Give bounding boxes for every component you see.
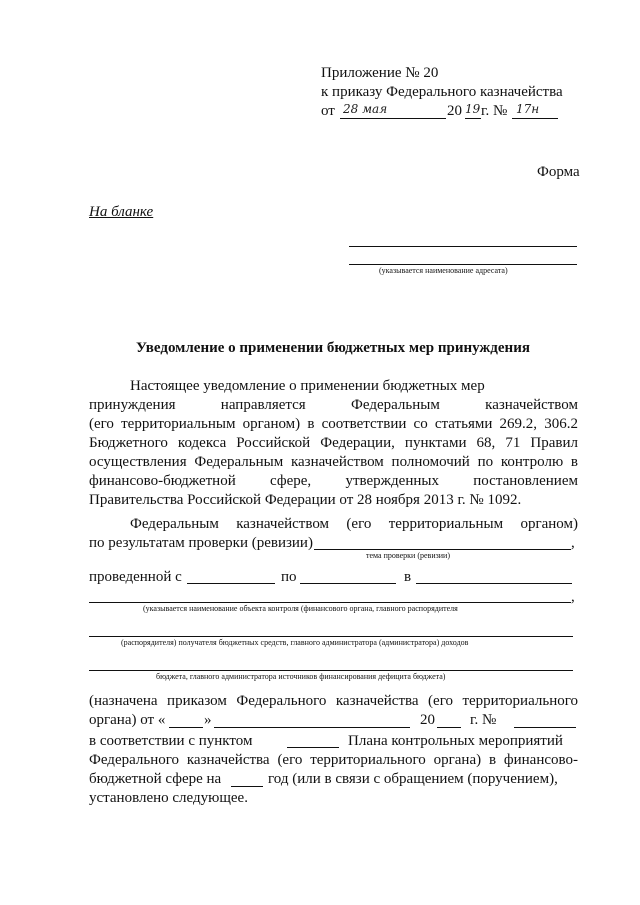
para1-line6: финансово-бюджетной сфере, утвержденных постановлением <box>89 473 578 489</box>
para4-line2: Федерального казначейства (его территориального органа) в финансово- <box>89 752 578 768</box>
order-year-blank <box>437 727 461 728</box>
plan-item-line <box>287 747 339 748</box>
order-day-line <box>169 727 203 728</box>
place-line <box>416 583 572 584</box>
para3-organ-from: органа) от « <box>89 712 166 728</box>
para1-line1: Настоящее уведомление о применении бюджетных мер <box>130 378 485 394</box>
plan-year-line <box>231 786 263 787</box>
from-prefix: от <box>321 103 335 119</box>
order-date-line <box>340 118 446 119</box>
object-caption-2: (распорядителя) получателя бюджетных средств, главного администратора (администратора) доходов <box>121 638 469 647</box>
object-comma: , <box>571 589 575 605</box>
para1-line2: принуждения направляется Федеральным казначейством <box>89 397 578 413</box>
appendix-number: Приложение № 20 <box>321 65 439 81</box>
para4-plan: Плана контрольных мероприятий <box>348 733 563 749</box>
order-reference: к приказу Федерального казначейства <box>321 84 563 100</box>
order-year-line <box>465 118 481 119</box>
para4-in-accordance: в соответствии с пунктом <box>89 733 253 749</box>
topic-caption: тема проверки (ревизии) <box>366 551 450 560</box>
para1-line4: Бюджетного кодекса Российской Федерации, пунктами 68, 71 Правил <box>89 435 578 451</box>
document-title: Уведомление о применении бюджетных мер принуждения <box>136 340 530 356</box>
para3-line1: (назначена приказом Федерального казначейства (его территориального <box>89 693 578 709</box>
order-month-line <box>214 727 410 728</box>
conducted-from-label: проведенной с <box>89 569 182 585</box>
object-line-3 <box>89 670 573 671</box>
object-line-2 <box>89 636 573 637</box>
on-letterhead: На бланке <box>89 204 154 220</box>
para3-year-prefix: 20 <box>420 712 435 728</box>
para1-line3: (его территориальным органом) в соответствии со статьями 269.2, 306.2 <box>89 416 578 432</box>
order-number-blank <box>514 727 576 728</box>
para1-line5: осуществления Федеральным казначейством полномочий по контролю в <box>89 454 578 470</box>
order-year-handwritten: 19 <box>465 102 481 116</box>
topic-line <box>314 549 571 550</box>
para4-line3-a: бюджетной сфере на <box>89 771 222 787</box>
object-caption-1: (указывается наименование объекта контроля (финансового органа, главного распорядителя <box>143 604 458 613</box>
para2-line1: Федеральным казначейством (его территориальным органом) <box>130 516 578 532</box>
addressee-caption: (указывается наименование адресата) <box>379 266 508 275</box>
para3-quote-close: » <box>204 712 212 728</box>
order-date-handwritten: 28 мая <box>343 102 388 116</box>
topic-comma: , <box>571 535 575 551</box>
order-number-line <box>512 118 558 119</box>
para4-line4: установлено следующее. <box>89 790 248 806</box>
para1-last: Правительства Российской Федерации от 28 ноября 2013 г. № 1092. <box>89 492 522 508</box>
object-line-1 <box>89 602 571 603</box>
to-label: по <box>281 569 297 585</box>
para3-g-no: г. № <box>470 712 497 728</box>
date-to-line <box>300 583 396 584</box>
order-year-prefix: 20 <box>447 103 462 119</box>
para2-line2: по результатам проверки (ревизии) <box>89 535 313 551</box>
para4-line3-b: год (или в связи с обращением (поручением), <box>268 771 558 787</box>
in-label: в <box>404 569 412 585</box>
order-number-handwritten: 17н <box>516 102 540 116</box>
addressee-line-2 <box>349 264 577 265</box>
form-label: Форма <box>537 164 580 180</box>
addressee-line-1 <box>349 246 577 247</box>
object-caption-3: бюджета, главного администратора источников финансирования дефицита бюджета) <box>156 672 446 681</box>
date-from-line <box>187 583 275 584</box>
order-year-suffix: г. № <box>481 103 508 119</box>
